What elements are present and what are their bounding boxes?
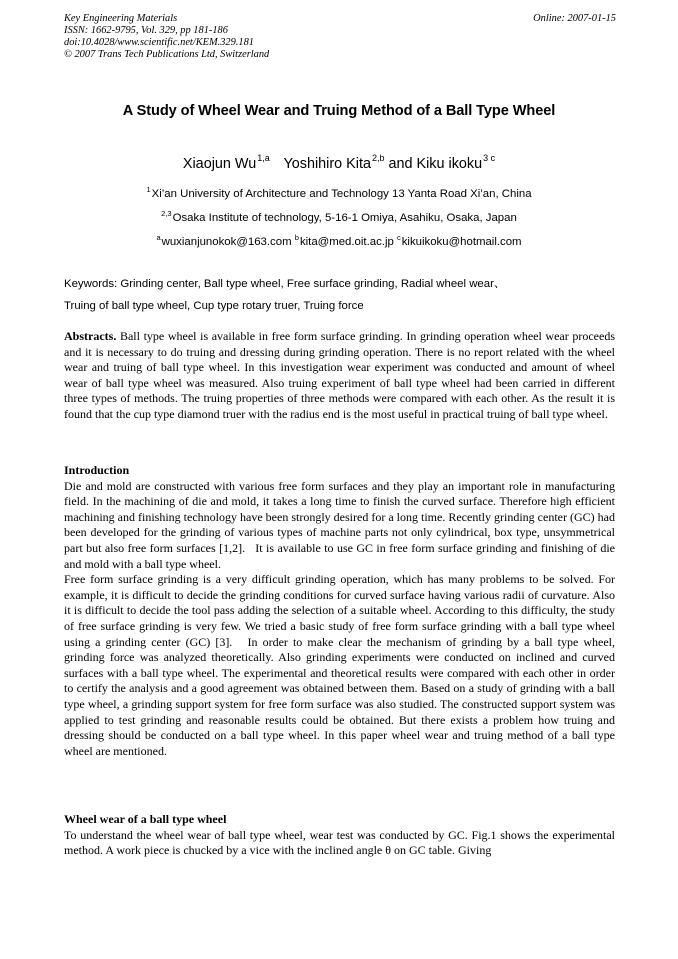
email-line	[0, 228, 678, 252]
keywords-line: Truing of ball type wheel, Cup type rotary truer, Truing force	[64, 300, 364, 312]
author-name: Xiaojun Wu	[182, 156, 257, 172]
affiliation-superscript: 2,3	[161, 209, 172, 218]
author-superscript: 1,a	[257, 153, 270, 163]
section-heading: Introduction	[64, 463, 130, 477]
affiliation-line	[0, 204, 678, 228]
email-address[interactable]: kita@med.oit.ac.jp	[299, 236, 394, 248]
affiliation-text: Xi’an University of Architecture and Technology 13 Yanta Road Xi’an, China	[151, 188, 532, 200]
wheel-wear-section	[64, 812, 615, 859]
author-list	[0, 153, 678, 172]
journal-copyright: © 2007 Trans Tech Publications Ltd, Switzerland	[64, 49, 270, 60]
email-address[interactable]: kikuikoku@hotmail.com	[401, 236, 522, 248]
author-name: Yoshihiro Kita	[283, 156, 371, 172]
abstract	[64, 329, 615, 423]
journal-header	[64, 13, 444, 61]
keywords	[64, 273, 624, 317]
affiliation-line	[0, 180, 678, 204]
journal-issn: ISSN: 1662-9795, Vol. 329, pp 181-186	[64, 25, 228, 36]
paragraph: Free form surface grinding is a very difficult grinding operation, which has many problems to be solved. For example, it is difficult to decide the grinding conditions for curved surface having various radii of curvature. Also it is difficult to decide the tool pass adding the selection of a suitable wheel. According to this difficulty, the study of free surface grinding is very few. We tried a basic study of free form surface grinding with a ball type wheel using a grinding center (GC) [3]. In order to make clear the mechanism of grinding by a ball type wheel, grinding force was analyzed theoretically. Also grinding experiments were conducted on inclined and curved surfaces with a ball type wheel. The experimental and theoretical results were compared with each other in order to certify the analysis and a good agreement was obtained between them. Based on a study of grinding with a ball type wheel, a grinding support system for free form surface was also studied. The constructed support system was applied to test grinding and reasonable results could be obtained. But there exists a problem how truing and dressing should be conducted on a ball type wheel. In this paper wheel wear and truing method of a ball type wheel are mentioned.	[64, 572, 615, 758]
paragraph: Die and mold are constructed with various free form surfaces and they play an important role in manufacturing field. In the machining of die and mold, it takes a long time to finish the curved surface. Therefore high efficient machining and finishing technology have been strongly desired for a long time. Recently grinding center (GC) had been developed for the grinding of various types of machine parts not only cylindrical, box type, unsymmetrical part but also free form surfaces [1,2]. It is available to use GC in free form surface grinding and finishing of die and mold with a ball type wheel.	[64, 478, 615, 571]
keywords-line: Keywords: Grinding center, Ball type wheel, Free surface grinding, Radial wheel wear、	[64, 278, 506, 290]
paper-title: A Study of Wheel Wear and Truing Method of a Ball Type Wheel	[122, 103, 556, 119]
abstract-text: Ball type wheel is available in free form surface grinding. In grinding operation wheel wear proceeds and it is necessary to do truing and dressing during grinding operation. There is no report related with the wheel wear and truing of ball type wheel. In this investigation wear experiment was conducted and amount of wheel wear of ball type wheel was measured. Also truing experiment of ball type wheel had been carried in different three types of methods. The truing properties of three methods were compared with each other. As the result it is found that the cup type diamond truer with the radius end is the most useful in practical truing of ball type wheel.	[64, 329, 615, 421]
introduction-section	[64, 463, 615, 759]
author-superscript: 3 c	[483, 153, 496, 163]
affiliations	[0, 180, 678, 252]
abstract-label: Abstracts.	[64, 329, 117, 343]
affiliation-text: Osaka Institute of technology, 5-16-1 Omiya, Asahiku, Osaka, Japan	[172, 212, 517, 224]
section-heading: Wheel wear of a ball type wheel	[64, 812, 227, 826]
journal-name: Key Engineering Materials	[64, 13, 178, 24]
online-date: Online: 2007-01-15	[533, 13, 616, 24]
email-superscript: a	[156, 233, 161, 242]
email-superscript: b	[294, 233, 299, 242]
journal-doi[interactable]: doi:10.4028/www.scientific.net/KEM.329.181	[64, 37, 254, 48]
paragraph: To understand the wheel wear of ball type wheel, wear test was conducted by GC. Fig.1 shows the experimental method. A work piece is chucked by a vice with the inclined angle θ on GC table. Giving	[64, 827, 615, 858]
email-superscript: c	[396, 233, 401, 242]
affiliation-superscript: 1	[146, 185, 151, 194]
author-superscript: 2,b	[371, 153, 385, 163]
email-address[interactable]: wuxianjunokok@163.com	[161, 236, 292, 248]
author-name: Kiku ikoku	[416, 156, 483, 172]
author-connector: and	[388, 156, 413, 172]
